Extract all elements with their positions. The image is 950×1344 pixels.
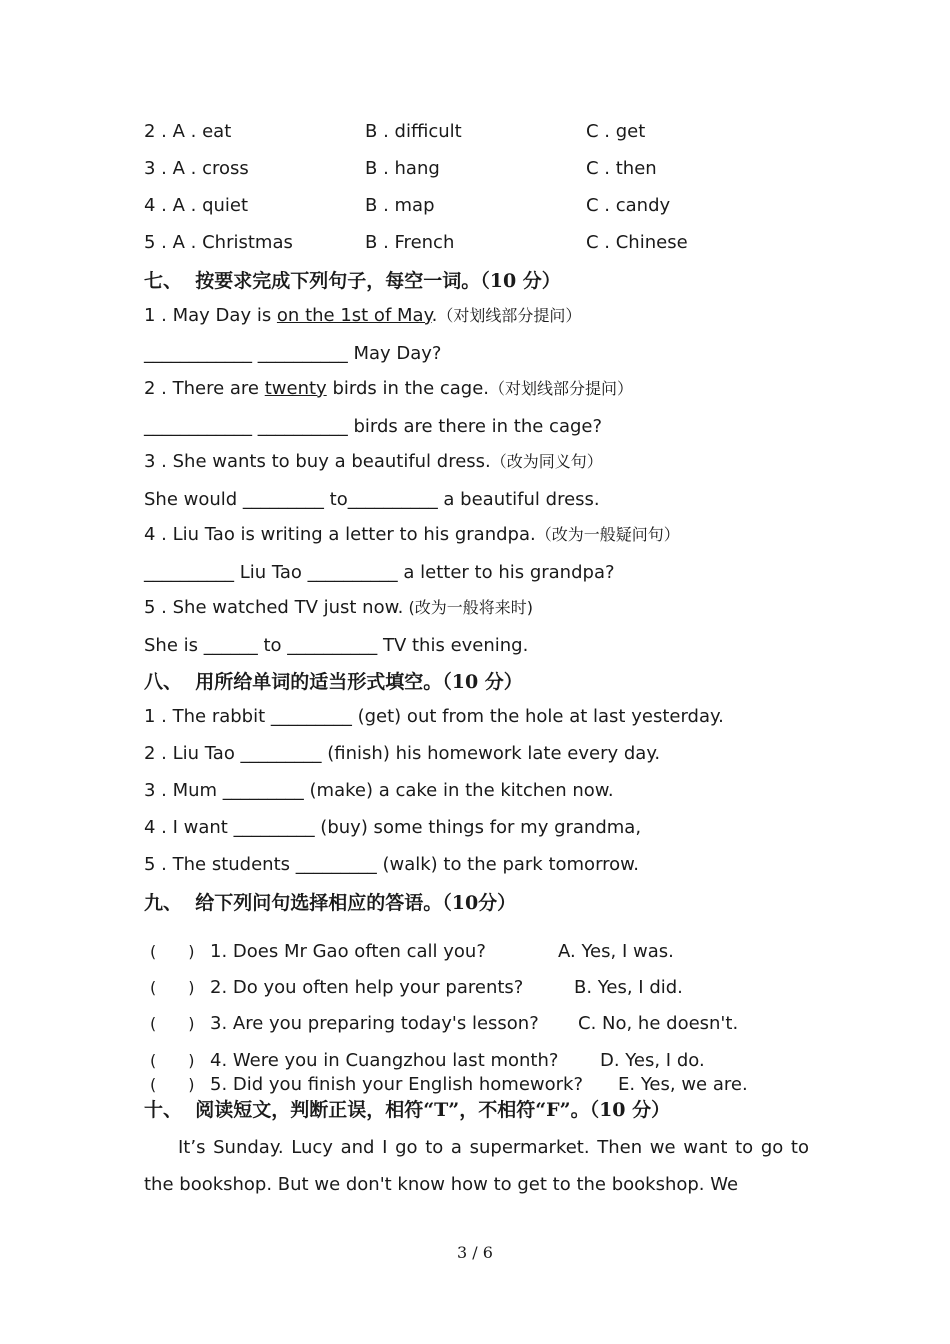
reading-passage: It’s Sunday. Lucy and I go to a supermarket. Then we want to go to the bookshop. But we don't know how to get to the bookshop. We xyxy=(144,1137,809,1195)
option-a: 2 . A . eat xyxy=(144,121,232,142)
s7-answer-4: __________ Liu Tao __________ a letter to his grandpa? xyxy=(144,562,615,583)
s8-item: 3 . Mum _________ (make) a cake in the kitchen now. xyxy=(144,780,614,801)
option-a: 4 . A . quiet xyxy=(144,195,249,216)
s7-question-2 xyxy=(144,377,633,401)
s8-item: 1 . The rabbit _________ (get) out from the hole at last yesterday. xyxy=(144,706,724,727)
q-text: 3 . She wants to buy a beautiful dress. xyxy=(144,451,491,472)
q-text: 2 . There are xyxy=(144,378,265,399)
option-c: C . then xyxy=(586,158,657,179)
option-c: C . Chinese xyxy=(586,232,688,253)
s7-question-1 xyxy=(144,304,581,328)
s9-answer: B. Yes, I did. xyxy=(574,977,683,998)
s7-question-5 xyxy=(144,596,533,620)
answer-paren: ( ) xyxy=(150,1051,195,1070)
instruction-note: （对划线部分提问） xyxy=(489,379,634,398)
instruction-note: （改为同义句） xyxy=(490,452,603,471)
option-b: B . difficult xyxy=(365,121,462,142)
s7-answer-3: She would _________ to__________ a beautiful dress. xyxy=(144,489,600,510)
section-7-title: 七、 按要求完成下列句子，每空一词。（10 分） xyxy=(144,270,561,292)
q-text: 5 . She watched TV just now. xyxy=(144,597,404,618)
answer-paren: ( ) xyxy=(150,978,195,997)
s7-answer-5: She is ______ to __________ TV this evening. xyxy=(144,635,529,656)
s7-answer-1: ____________ __________ May Day? xyxy=(144,343,442,364)
s8-item: 4 . I want _________ (buy) some things for my grandma, xyxy=(144,817,642,838)
s9-answer: C. No, he doesn't. xyxy=(578,1013,739,1034)
s9-answer: D. Yes, I do. xyxy=(600,1050,705,1071)
s7-question-3 xyxy=(144,450,603,474)
s9-question: 1. Does Mr Gao often call you? xyxy=(210,941,486,962)
s7-answer-2: ____________ __________ birds are there in the cage? xyxy=(144,416,603,437)
s9-question: 4. Were you in Cuangzhou last month? xyxy=(210,1050,559,1071)
page-number: 3 / 6 xyxy=(457,1243,493,1262)
q-text: birds in the cage. xyxy=(326,378,490,399)
underlined-text: twenty xyxy=(264,378,327,399)
answer-paren: ( ) xyxy=(150,1014,195,1033)
answer-paren: ( ) xyxy=(150,942,195,961)
section-10-title: 十、 阅读短文，判断正误，相符“T”，不相符“F”。（10 分） xyxy=(144,1099,671,1121)
section-9-title: 九、 给下列问句选择相应的答语。（10分） xyxy=(144,892,517,914)
s9-question: 5. Did you finish your English homework? xyxy=(210,1074,584,1095)
s8-item: 2 . Liu Tao _________ (finish) his homework late every day. xyxy=(144,743,661,764)
q-text: 1 . May Day is xyxy=(144,305,277,326)
s7-question-4 xyxy=(144,523,680,547)
instruction-note: （改为一般疑问句） xyxy=(535,525,680,544)
s8-item: 5 . The students _________ (walk) to the park tomorrow. xyxy=(144,854,639,875)
option-a: 5 . A . Christmas xyxy=(144,232,293,253)
section-8-title: 八、 用所给单词的适当形式填空。（10 分） xyxy=(144,671,523,693)
underlined-text: on the 1st of May xyxy=(276,305,432,326)
option-a: 3 . A . cross xyxy=(144,158,249,179)
s9-question: 2. Do you often help your parents? xyxy=(210,977,524,998)
option-c: C . candy xyxy=(586,195,671,216)
q-text: 4 . Liu Tao is writing a letter to his grandpa. xyxy=(144,524,536,545)
instruction-note: （对划线部分提问） xyxy=(437,306,582,325)
answer-paren: ( ) xyxy=(150,1075,195,1094)
option-b: B . hang xyxy=(365,158,440,179)
s9-answer: E. Yes, we are. xyxy=(618,1074,748,1095)
q-text: . xyxy=(431,305,438,326)
option-b: B . French xyxy=(365,232,455,253)
s9-question: 3. Are you preparing today's lesson? xyxy=(210,1013,539,1034)
option-c: C . get xyxy=(586,121,646,142)
instruction-note: (改为一般将来时) xyxy=(403,598,533,617)
s9-answer: A. Yes, I was. xyxy=(558,941,674,962)
option-b: B . map xyxy=(365,195,435,216)
